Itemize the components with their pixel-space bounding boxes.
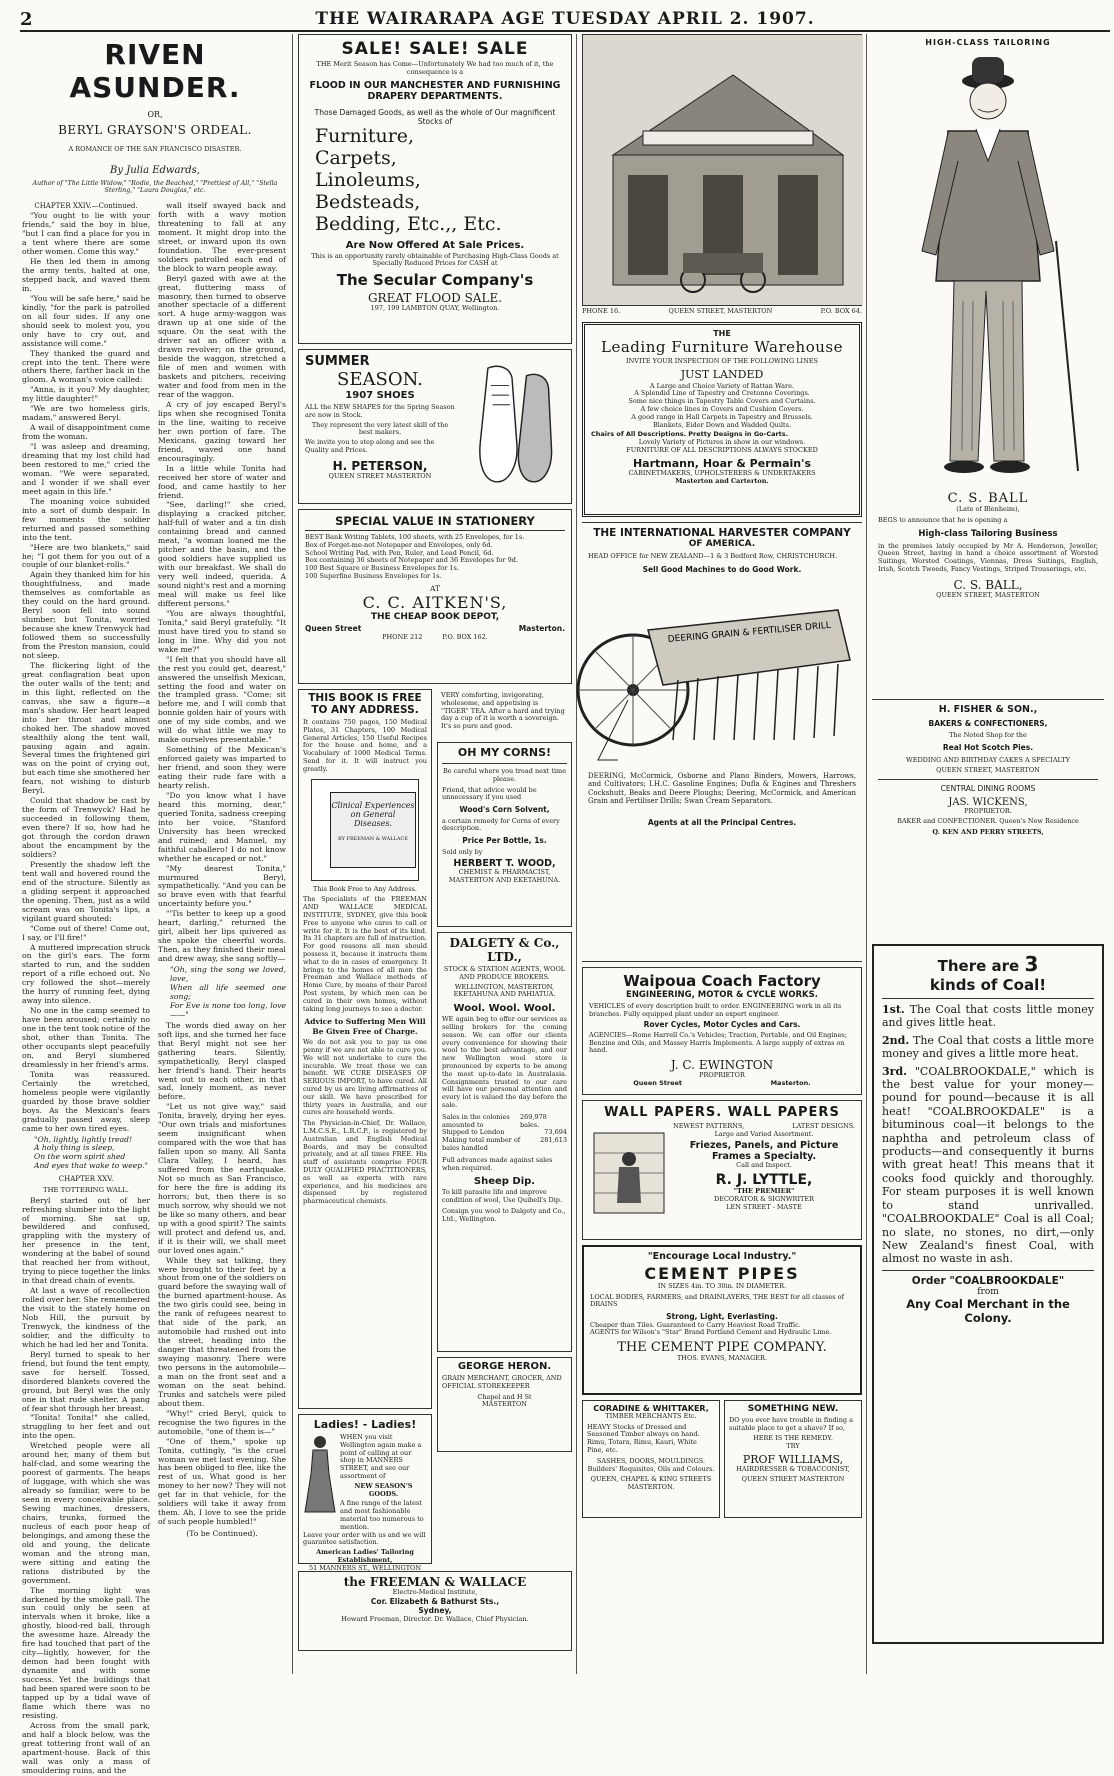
pipes-manager: THOS. EVANS, MANAGER. [676, 1354, 768, 1363]
fisher-pies: Real Hot Scotch Pies. [942, 743, 1034, 753]
stat-label: Making total number of bales handled [442, 1136, 521, 1152]
hartmann-towns: Masterton and Carterton. [675, 476, 769, 485]
lyttle-trade: DECORATOR & SIGNWRITER [714, 1194, 814, 1203]
book-body: The Specialists of the FREEMAN AND WALLACE MEDICAL INSTITUTE, SYDNEY, give this book Free to anyone who cares to call or write for it. It is the best of its kind. Its 31 chapters are full of instruction. For good reasons all men should possess it, because it instructs them what to do in cases of emergency. It brings to the homes of all men the Freeman and Wallace methods of Home Cure, by means of their Parcel Post system, by which men can be cured in their own homes, without taking long journeys to see a doctor. [303, 895, 427, 1013]
sale-item: Linoleums, [315, 169, 421, 192]
book-cover-illustration [311, 779, 419, 881]
harvester-heading: THE INTERNATIONAL HARVESTER COMPANY [593, 526, 851, 539]
corns-price: Price Per Bottle, 1s. [462, 836, 547, 846]
sale-item: Bedding, Etc.,, Etc. [315, 212, 502, 235]
stationery-item: School Writing Pad, with Pen, Ruler, and Lead Pencil, 6d. [305, 548, 494, 557]
warehouse-photo [582, 34, 862, 306]
verse-line: On the worn spirit shed [34, 1152, 126, 1162]
hartmann-item: A Splendid Line of Tapestry and Cretonne Coverings. [634, 389, 810, 398]
story-paragraph: A wail of disappointment came from the woman. [22, 423, 150, 442]
harvester-sell: Sell Good Machines to do Good Work. [642, 564, 802, 574]
story-paragraph: Beryl started out of her refreshing slumber into the light of morning. She sat up, bewildered and confused, grappling with the mystery of her presence in the tent, wondering at the babel of sound that reached her from without, trying to piece together the links in that dread chain of events. [22, 1195, 150, 1286]
story-paragraph: Something of the Mexican's enforced gaiety was imparted to her friend, and soon they were eating their rude fare with a hearty relish. [158, 745, 286, 790]
hartmann-list [591, 383, 853, 430]
ball-premises: in the premises lately occupied by Mr A. Henderson, Jeweller, Queen Street, having in hand a choice assortment of Worsted Suitings, Worsted Coatings, Viennas, Dress Suitings, English, Irish, Scotch Tweeds, Fancy Vestings, Striped Trouserings, etc. [878, 541, 1098, 573]
corns-heading: OH MY CORNS! [457, 746, 552, 759]
ball-sign: C. S. BALL, [953, 577, 1023, 592]
ladies-firm: American Ladies' Tailoring Establishment, [316, 1548, 414, 1564]
coradine-advertisement [582, 1400, 720, 1518]
story-paragraph: No one in the camp seemed to have been aroused; certainly no one in the tent took notice of the shot, other than Tonita. The other occupants slept peacefully on, and Beryl slumbered dreamlessly in her friend's arms. [22, 1006, 150, 1069]
advice-text: We do not ask you to pay us one penny if we are not able to cure you. We will not undertake to cure the incurable. We treat those we can benefit. WE CURE DISEASES OF SERIOUS IMPORT, to have cured. All cured by us are living affirmatives of our skill. We have prescribed for thirty years in Australia, and our cures are household words. [303, 1038, 427, 1117]
coradine-sub: TIMBER MERCHANTS Etc. [605, 1411, 697, 1420]
wallpapers-newest: NEWEST PATTERNS, [673, 1121, 745, 1130]
wallpapers-heading: WALL PAPERS. WALL PAPERS [604, 1104, 840, 1120]
freeman-city: Sydney, [418, 1606, 452, 1616]
aitken-name: C. C. AITKEN'S, [362, 593, 508, 613]
harvester-office: HEAD OFFICE for NEW ZEALAND—1 & 3 Bedford Row, CHRISTCHURCH. [588, 551, 838, 560]
stat-value: 73,694 [544, 1128, 567, 1137]
verse-line: A holy thing is sleep, [34, 1143, 115, 1153]
story-paragraph: "See, darling!" she cried, displaying a cracked pitcher, half-full of water and a tin dish containing bread and canned meat, "a woman loaned me the pitcher and the basin, and the good soldiers have supplied us with our breakfast. We shall do very well indeed, querida. A sound night's rest and a morning meal will make us feel like different persons." [158, 500, 286, 608]
hartmann-item: Blankets, Eider Down and Wadded Quilts. [652, 420, 792, 429]
freeman-address: Cor. Elizabeth & Bathurst Sts., [370, 1596, 500, 1606]
dip-text: To kill parasite life and improve condition of wool, Use Quibell's Dip. [442, 1188, 563, 1205]
williams-street: QUEEN STREET MASTERTON [741, 1474, 845, 1483]
book-text: It contains 750 pages, 150 Medical Plates, 31 Chapters, 100 Medical General Articles, 150 Useful Recipes for the house and home, and a Vocabulary of 1000 Medical Terms. Send for it. It will instruct you greatly. [303, 718, 427, 773]
column-two [298, 34, 572, 1674]
ball-name: C. S. BALL [947, 491, 1029, 506]
coal-heading-number: 3 [1024, 952, 1039, 976]
harvester-text: DEERING, McCormick, Osborne and Plano Binders, Mowers, Harrows, and Cultivators; I.H.C. Gasoline Engines; Dufla & Engines and Threshers Cockshutt, Beaks and Deere Ploughs; Deering, McCormick, and American Grain and Fertiliser Drills; Swan Cream Separators. [588, 771, 856, 806]
sale-item: Carpets, [315, 147, 397, 170]
story-paragraph: Could that shadow be cast by the form of Trenwyck? Had he succeeded in following them, even there? If so, how had he got through the cordon drawn about the encampment by the soldiers? [22, 796, 150, 859]
freeman-wallace-advertisement [298, 1571, 572, 1651]
sale-flood-sale: GREAT FLOOD SALE. [367, 291, 503, 306]
dalgety-advertisement [437, 932, 572, 1352]
fisher-advertisement [872, 699, 1104, 939]
story-column-1 [22, 202, 150, 1775]
gentleman-illustration [878, 51, 1098, 491]
coach-factory-advertisement [582, 967, 862, 1095]
wallpapers-call: Call and Inspect. [736, 1161, 792, 1170]
hartmann-name: Hartmann, Hoar & Permain's [632, 456, 812, 470]
tailoring-advertisement [872, 34, 1104, 694]
story-paragraph: "We are two homeless girls, madam," answered Beryl. [22, 404, 150, 423]
dalgety-text: WE again beg to offer our services as selling brokers for the coming season. We can offer our clients every convenience for showing their wool to the best advantage, and our new Wellington wool store is pronounced by experts to be among the most up-to-date in Australasia. Consignments trusted to our care will have our personal attention and every lot is valued the day before the sale. [442, 1015, 567, 1109]
column-three [582, 34, 862, 1674]
story-paragraph: Again they thanked him for his thoughtfulness, and made themselves as comfortable as they could on the hard ground. Beryl soon fell into sound slumber; but Tonita, worried because she knew Trenwyck had followed them so successfully from the Preston mansion, could not sleep. [22, 570, 150, 660]
sale-offer: Are Now Offered At Sale Prices. [345, 239, 525, 251]
chapter-title: THE TOTTERING WALL. [43, 1185, 129, 1194]
stationery-list [305, 534, 565, 581]
story-paragraph: In a little while Tonita had received her store of water and food, and came hastily to her friend. [158, 463, 286, 500]
stationery-item: 100 Superfine Business Envelopes for 1s. [305, 571, 442, 580]
summer-label: SUMMER [305, 354, 370, 369]
wood-name: HERBERT T. WOOD, [453, 858, 556, 870]
story-paragraph: A cry of joy escaped Beryl's lips when she recognised Tonita in the line, waiting to receive her own portion of fare. The Mexicans, gazing toward her friend, waved one hand encouragingly. [158, 399, 286, 463]
heron-town: MASTERTON [481, 1400, 527, 1409]
fisher-heading: H. FISHER & SON., [938, 704, 1038, 715]
shoes-year: 1907 SHOES [345, 390, 415, 401]
lyttle-name: R. J. LYTTLE, [715, 1172, 813, 1189]
story-paragraph: The morning light was darkened by the smoke pall. The sun could only be seen at intervals when it broke, like a ghostly, blood-red ball, through the awesome haze. Already the fire had touched that part of the city—lightly, however, for the demon had been fought with dynamite and with some success. Yet the buildings that had been spared were soon to be tapped up by a tidal wave of flame which there was no resisting. [22, 1585, 150, 1720]
sale-items [305, 126, 565, 235]
wallpapers-advertisement [582, 1100, 862, 1240]
stat-value: 281,613 [540, 1136, 567, 1145]
hartmann-item: A few choice lines in Covers and Cushion Covers. [640, 404, 804, 413]
pipes-heading: CEMENT PIPES [644, 1263, 800, 1283]
stationery-advertisement [298, 509, 572, 684]
pipes-sizes: IN SIZES 4in. TO 30in. IN DIAMETER. [657, 1281, 787, 1290]
coal-item-text: The Coal that costs little money and gives little heat. [882, 1003, 1094, 1030]
story-paragraph: "You ought to lie with your friends," said the boy in blue, "but I can find a place for you in a tent where there are some other women. Come this way." [22, 211, 150, 257]
coal-item-number: 2nd. [882, 1033, 910, 1047]
hartmann-landed: JUST LANDED [680, 367, 764, 381]
aitken-phone: PHONE 212 [382, 632, 423, 641]
lyttle-premier: "THE PREMIER" [733, 1187, 795, 1196]
story-tagline: A ROMANCE OF THE SAN FRANCISCO DISASTER. [68, 145, 242, 153]
book-caption: This Book Free to Any Address. [313, 884, 417, 893]
story-paragraph: "'Tis better to keep up a good heart, darling," returned the girl, albeit her lips quivered as she spoke the cheerful words. Then, as they finished their meal and drew away, she sang softly— [158, 909, 286, 964]
something-heading: SOMETHING NEW. [747, 1403, 839, 1414]
williams-trade: HAIRDRESSER & TOBACCONIST, [736, 1464, 850, 1473]
corns-sold: Sold only by [442, 847, 483, 856]
lyttle-street: LEN STREET - MASTE [726, 1202, 802, 1211]
hartmann-item: A Large and Choice Variety of Rattan Ware. [649, 381, 795, 390]
coradine-text: HEAVY Stocks of Dressed and Seasoned Timber always on hand. Rimu, Totara, Rimu, Kauri, White Pine, etc. [587, 1422, 700, 1454]
verse-line: For Eve is none too long, love——" [170, 1000, 286, 1019]
dalgety-towns: WELLINGTON, MASTERTON, EKETAHUNA AND PAHIATUA. [453, 982, 556, 999]
dalgety-heading: DALGETY & Co., LTD., [449, 936, 560, 964]
wickens-corner: Q. KEN AND PERRY STREETS, [932, 828, 1044, 837]
coal-item-number: 3rd. [882, 1064, 907, 1078]
shoes-advertisement [298, 349, 572, 504]
coach-agencies: AGENCIES—Rome Harrell Co.'s Vehicles; Traction, Portable, and Oil Engines; Benzine and Oils, and Massey Harris Implements. A large supply of extras on hand. [589, 1030, 847, 1055]
story-paragraph: Presently the shadow left the tent wall and hovered round the end of the structure. Silently as a gliding serpent it approached the opening. Then, just as a wild scream was on Tonita's lips, a vigilant guard shouted: [22, 859, 150, 923]
ewington-name: J. C. EWINGTON [670, 1058, 774, 1073]
wood-role: CHEMIST & PHARMACIST, [458, 868, 551, 877]
ladies-text: WHEN you visit Wellington again make a point of calling at our shop in MANNERS STREET, and see our assortment of [340, 1433, 422, 1480]
stationery-item: Box containing 36 sheets of Notepaper and 36 Envelopes for 9d. [305, 556, 518, 565]
sale-advertisement [298, 34, 572, 344]
hartmann-heading: Leading Furniture Warehouse [601, 337, 843, 356]
wood-towns: MASTERTON AND EKETAHUNA. [448, 876, 561, 885]
story-paragraph: A muttered imprecation struck on the girl's ears. The form started to run, and the sudden report of a rifle echoed out. No cry followed the shot—merely the hurry of running feet, dying away into silence. [22, 942, 150, 1006]
sale-damaged: Those Damaged Goods, as well as the whole of Our magnificent Stocks of [314, 107, 556, 126]
coach-text: VEHICLES of every description built to order. ENGINEERING work in all its branches. Fully equipped plant under an expert engineer. [589, 1001, 842, 1018]
physician-text: The Physician-in-Chief, Dr. Wallace, L.M.C.S.E., L.R.C.P., is registered by Australian and English Medical Boards, and may be consulted privately, and at all times FREE. His staff of assistants comprise FOUR DULY QUALIFIED PRACTITIONERS, as well as experts with rare experience, and his medicines are dispensed by registered pharmaceutical chemists. [303, 1119, 427, 1206]
ewington-street: Queen Street [633, 1078, 683, 1087]
story-paragraph: "You will be safe here," said he kindly, "for the park is patrolled on all four sides. If any one should seek to molest you, you only have to cry out, and assistance will come." [22, 293, 150, 348]
story-paragraph: "Here are two blankets," said he; "I got them for you out of a couple of our blanket-rolls." [22, 542, 150, 570]
aitken-po: P.O. BOX 162. [442, 632, 488, 641]
ladies-text-3: Leave your order with us and we will guarantee satisfaction. [303, 1530, 426, 1547]
aitken-town: Masterton. [518, 624, 565, 634]
story-paragraph: "Let us not give way," said Tonita, bravely, drying her eyes. "Our own trials and misfortunes seem insignificant when compared with the woe that has fallen upon so many. All Santa Clara Valley, I heard, has suffered from the earthquake. Not so much as San Francisco, for here the fire is adding its horrors; but, then there is so much sorrow, why should we not be like so many others, and bear up with a good spirit? The saints will protect and defend us, and, if it is their will, we shall meet our loved ones again." [158, 1102, 286, 1255]
ladies-advertisement [298, 1414, 432, 1572]
coach-repaired: Rover Cycles, Motor Cycles and Cars. [643, 1020, 801, 1030]
sale-item: Bedsteads, [315, 190, 421, 213]
pipes-encourage: "Encourage Local Industry." [647, 1250, 797, 1262]
sheep-dip-heading: Sheep Dip. [473, 1176, 536, 1188]
sale-opportunity: This is an opportunity rarely obtainable of Purchasing High-Class Goods at Specially Reduced Prices for CASH at [311, 251, 559, 268]
story-paragraph: "I was asleep and dreaming, dreaming that my lost child had been restored to me," cried the woman. "We were separated, and I wonder if we shall ever meet again in this life." [22, 442, 150, 496]
ladies-address: 51 MANNERS ST., WELLINGTON [308, 1563, 422, 1572]
coal-from: from [977, 1286, 999, 1297]
shoe-illustration [459, 354, 565, 499]
shoes-text-3: We invite you to step along and see the Quality and Prices. [305, 438, 435, 454]
heron-street: Chapel and H St [477, 1392, 532, 1401]
shoes-text: ALL the NEW SHAPES for the Spring Season are now in Stock. [305, 403, 455, 419]
story-paragraph: While they sat talking, they were brought to their feet by a shout from one of the soldiers on guard before the swaying wall of the burned apartment-house. As the two girls could see, being in the rank of refugees nearest to that side of the park, an automobile had rushed out into the street, heading into the danger that threatened from the swaying masonry. There were two persons in the automobile—a man on the front seat and a woman on the seat behind. Trunks and satchels were piled about them. [158, 1255, 286, 1408]
coal-item [882, 1034, 1094, 1061]
story-paragraph: Tonita was reassured. Certainly the wretched, homeless people were vigilantly guarded by those brave soldier boys. As the Mexican's fears gradually passed away, sleep came to her own tired eyes. [22, 1069, 150, 1133]
stat-label: Shipped to London [442, 1128, 505, 1137]
ladies-text-2: A fine range of the latest and most fashionable material too numerous to mention. [340, 1499, 424, 1531]
dalgety-advances: Full advances made against sales when required. [442, 1155, 553, 1172]
fisher-cakes: WEDDING AND BIRTHDAY CAKES A SPECIALTY [906, 755, 1070, 764]
coradine-list: SASHES, DOORS, MOULDINGS. Builders' Requisites, Oils and Colours. [587, 1456, 715, 1473]
lady-figure-illustration [303, 1434, 337, 1532]
story-paragraph: "Come out of there! Come out, I say, or I'll fire!" [22, 923, 150, 942]
chapter-heading: CHAPTER XXIV.—Continued. [34, 202, 138, 210]
freeman-sub: Electro-Medical Institute, [392, 1588, 478, 1596]
story-author-note: Author of "The Little Widow," "Rodie, the Beached," "Prettiest of All," "Stella Sterling," "Laura Douglas," etc. [32, 180, 278, 194]
photo-caption-street: QUEEN STREET, MASTERTON [668, 307, 773, 315]
wickens-baker: BAKER and CONFECTIONER. Queen's New Residence [897, 817, 1079, 826]
coal-list [882, 1003, 1094, 1266]
consign-text: Consign you wool to Dalgety and Co., Ltd., Wellington. [442, 1206, 566, 1223]
corns-product: Wood's Corn Solvent, [459, 805, 550, 815]
sale-address: 197, 199 LAMBTON QUAY, Wellington. [370, 304, 500, 313]
story-paragraph: At last a wave of recollection rolled over her. She remembered the visit to the stately home on Nob Hill, the pursuit by Trenwyck, the kindness of the soldier, and the difficulty to which he had led her and Tonita. [22, 1286, 150, 1349]
tailoring-top: HIGH-CLASS TAILORING [925, 38, 1051, 47]
stat-value: 269,978 bales. [519, 1112, 547, 1129]
story-byline: By Julia Edwards, [110, 165, 200, 176]
free-book-advertisement [298, 689, 432, 1409]
aitken-sub: THE CHEAP BOOK DEPOT, [370, 612, 500, 623]
coradine-town: MASTERTON. [627, 1483, 675, 1492]
verse-line: "Oh, lightly, lightly tread! [34, 1134, 133, 1144]
hartmann-advertisement [582, 322, 862, 517]
hartmann-chairs: Chairs of All Descriptions. Pretty Designs in Go-Carts. [591, 430, 789, 439]
book-heading: THIS BOOK IS FREE TO ANY ADDRESS. [308, 692, 422, 716]
heron-text: GRAIN MERCHANT, GROCER, AND OFFICIAL STOREKEEPER [442, 1374, 562, 1390]
pipes-local: LOCAL BODIES, FARMERS, and DRAINLAYERS, THE BEST for all classes of DRAINS [590, 1292, 844, 1309]
to-be-continued: (To be Continued). [186, 1529, 258, 1539]
fisher-street: QUEEN STREET, MASTERTON [936, 766, 1040, 775]
story-column-2 [158, 202, 286, 1682]
story-paragraph: Across from the small park, and half a block below, was the great tottering front wall of an apartment-house. Back of this wall was only a mass of smouldering ruins, and the [22, 1720, 150, 1775]
story-paragraph: "My dearest Tonita," murmured Beryl, sympathetically. "And you can be so brave even with that fearful uncertainty before you." [158, 863, 286, 909]
coal-heading-1: There are [937, 957, 1020, 975]
tiger-tea-advertisement [437, 689, 572, 737]
chapter-heading: CHAPTER XXV. [58, 1175, 114, 1184]
stat-label: Sales in the colonies amounted to [442, 1112, 510, 1129]
harvester-of: OF AMERICA. [688, 538, 756, 549]
serial-story [22, 34, 288, 1775]
column-four [872, 34, 1104, 1674]
coal-item [882, 1003, 1094, 1030]
fisher-bakers: BAKERS & CONFECTIONERS, [928, 719, 1048, 728]
book-cover-publisher: BY FREEMAN & WALLACE [338, 835, 408, 842]
masthead [20, 8, 1110, 32]
pipes-strong: Strong, Light, Everlasting. [666, 1312, 778, 1322]
story-paragraph: Beryl turned to speak to her friend, but found the tent empty, save for herself. Tossed, disordered blankets covered the ground, but Beryl was the only one in that rude shelter. A pang of fear shot through her breast. [22, 1349, 150, 1413]
dining-rooms: CENTRAL DINING ROOMS [940, 784, 1036, 794]
story-paragraph: wall itself swayed back and forth with a wavy motion threatening to fall at any moment. It might drop into the street, or inward upon its own foundation. The ever-present soldiers patrolled each end of the block to warn people away. [158, 201, 286, 273]
dalgety-wool: Wool. Wool. Wool. [453, 1003, 556, 1015]
season-label: SEASON. [337, 369, 423, 390]
coal-merchant: Any Coal Merchant in the Colony. [906, 1296, 1070, 1325]
book-cover-title: Clinical Experiences on General Diseases. [331, 800, 415, 828]
corns-text-3: a certain remedy for Corns of every description. [442, 816, 560, 833]
story-paragraph: "I felt that you should have all the rest you could get, dearest," answered the unselfish Mexican, setting the food and water on the trampled grass. "Come; sit before me, and I will comb that bonnie golden hair of yours with one of my side combs, and we will do what little we may to make ourselves presentable." [158, 654, 286, 745]
hartmann-furniture: FURNITURE OF ALL DESCRIPTIONS ALWAYS STOCKED [626, 445, 818, 454]
something-here: HERE IS THE REMEDY. [753, 1434, 833, 1443]
story-paragraph: Beryl gazed with awe at the great, fluttering mass of masonry, then turned to observe another spectacle of a different sort. A huge army-waggon was drawn up at one side of the square. On the seat with the driver sat an officer with a drawn revolver; on the ground, beside the waggon, stretched a file of men and women with baskets and pitchers, receiving water and food from men in the rear of the waggon. [158, 273, 286, 400]
dalgety-sub: STOCK & STATION AGENTS, WOOL AND PRODUCE BROKERS. [443, 965, 566, 981]
stationery-item: Box of Forget-me-not Notepaper and Envelopes, only 6d. [305, 540, 493, 549]
hartmann-item: A good range in Hall Carpets in Tapestry and Brussels. [631, 412, 813, 421]
verse-line: "Oh, sing the song we loved, love, [170, 965, 286, 984]
verse-line: When all life seemed one song; [170, 982, 286, 1001]
pipes-cheaper: Cheaper than Tiles. Guaranteed to Carry Heaviest Road Traffic. [590, 1320, 801, 1329]
shoes-text-2: They represent the very latest skill of the best makers. [311, 420, 449, 437]
tiger-text: VERY comforting, invigorating, wholesome, and appetising is "TIGER" TEA. After a hard and trying day a cup of it is worth a sovereign. It's so pure and good. [441, 691, 565, 731]
something-try: TRY [786, 1442, 800, 1451]
corns-advertisement [437, 742, 572, 927]
verse-line: And eyes that wake to weep." [34, 1161, 149, 1171]
coal-heading-2: kinds of Coal! [929, 976, 1047, 994]
sale-flood: FLOOD IN OUR MANCHESTER AND FURNISHING DRAPERY DEPARTMENTS. [309, 79, 561, 102]
story-title: RIVEN ASUNDER. [69, 38, 241, 104]
ewington-prop: PROPRIETOR [699, 1071, 745, 1080]
stationery-item: 100 Best Square or Business Envelopes for 1s. [305, 564, 459, 573]
story-paragraph: "Do you know what I have heard this morning, dear," queried Tonita, sadness creeping into her voice, "Stanford University has been wrecked and ruined; and Manuel, my faithful caballero! I do not know whether he escaped or not." [158, 790, 286, 863]
freeman-title: the FREEMAN & WALLACE [343, 1575, 527, 1589]
sale-item: Furniture, [315, 125, 415, 148]
fisher-noted: The Noted Shop for the [949, 731, 1027, 740]
sale-company: The Secular Company's [336, 271, 534, 290]
ball-begs: BEGS to announce that he is opening a [878, 515, 1008, 524]
coach-heading: Waipoua Coach Factory [623, 971, 821, 990]
story-paragraph: They thanked the guard and crept into the tent. There were others there, farther back in the gloom. A woman's voice called: [22, 348, 150, 385]
coradine-street: QUEEN, CHAPEL & KING STREETS [590, 1475, 712, 1484]
heron-name: GEORGE HERON. [457, 1361, 552, 1372]
story-or: OR, [147, 110, 163, 119]
ball-business: High-class Tailoring Business [918, 528, 1058, 539]
wickens-name: JAS. WICKENS, [948, 796, 1028, 808]
peterson-name: H. PETERSON, [332, 458, 428, 473]
peterson-street: QUEEN STREET MASTERTON [328, 471, 432, 480]
heron-advertisement [437, 1357, 572, 1452]
coal-item-text: "COALBROOKDALE," which is the best value for your money—pound for pound—because it is all heat! "COALBROOKDALE" is a bituminous coal—it belongs to the naphtha and petroleum class of products—and consequently it burns with great heat! This means that it cooks food quickly and thoroughly. For steam purposes it is well known to stand unrivalled. "COALBROOKDALE" Coal is all Coal; no slate, no stones, no dirt,—only New Zealand's finest Coal, with almost no waste in ash. [882, 1064, 1094, 1266]
story-paragraph: "You are always thoughtful, Tonita," said Beryl gratefully. "It must have tired you to stand so long in line. Why did you not wake me?" [158, 608, 286, 654]
story-paragraph: The moaning voice subsided into a sort of dumb despair. In few moments the soldier returned and passed something into the tent. [22, 496, 150, 542]
story-paragraph: "Anna, is it you? My daughter, my little daughter!" [22, 385, 150, 404]
williams-name: PROF WILLIAMS, [742, 1452, 844, 1466]
ladies-heading: Ladies! - Ladies! [313, 1418, 417, 1431]
coradine-heading: CORADINE & WHITTAKER, [593, 1403, 709, 1413]
coal-item-number: 1st. [882, 1003, 905, 1016]
story-paragraph: The flickering light of the great conflagration beat upon the outer walls of the tent; and in this light, reflected on the canvas, she saw a figure—a man's shadow. Her heart leaped into her throat and almost choked her. The shadow moved stealthily along the tent wall, pausing again and again. Several times the frightened girl was on the point of crying out, but each time she smothered her fears, not wishing to disturb Beryl. [22, 660, 150, 796]
stationery-item: BEST Bank Writing Tablets, 100 sheets, with 25 Envelopes, for 1s. [305, 533, 525, 541]
sale-intro: THE Merit Season has Come—Unfortunately We had too much of it, the consequence is a [316, 60, 554, 76]
story-subtitle: BERYL GRAYSON'S ORDEAL. [58, 123, 252, 137]
coal-order: Order "COALBROOKDALE" [911, 1274, 1065, 1287]
ball-street: QUEEN STREET, MASTERTON [936, 590, 1040, 599]
hartmann-trades: CABINETMAKERS, UPHOLSTERERS & UNDERTAKERS [628, 468, 816, 477]
pipes-agents: AGENTS for Wilson's "Star" Brand Portland Cement and Hydraulic Lime. [590, 1328, 832, 1337]
paperhanger-illustration [589, 1123, 669, 1222]
something-text: DO you ever have trouble in finding a suitable place to get a shave? If so, [729, 1415, 853, 1432]
ball-late: (Late of Blenheim), [956, 505, 1020, 513]
harvester-advertisement [582, 522, 862, 962]
coal-item [882, 1065, 1094, 1266]
freeman-staff: Howard Freeman, Director. Dr. Wallace, Chief Physician. [341, 1614, 529, 1623]
coal-item-text: The Coal that costs a little more money and gives a little more heat. [882, 1033, 1094, 1061]
hartmann-invite: INVITE YOUR INSPECTION OF THE FOLLOWING LINES [626, 356, 818, 365]
story-paragraph: "One of them," spoke up Tonita, cuttingly, "is the cruel woman we met last evening. She has been obliged to flee, like the rest of us. What good is her money to her now? They will not get far in that vehicle, for the soldiers will take it away from them. Ah, I love to see the pride of such people humbled!" [158, 1436, 286, 1527]
story-paragraph: "Why!" cried Beryl, quick to recognise the two figures in the automobile, "one of them is—" [158, 1408, 286, 1436]
wallpapers-large: Large and Varied Assortment. [714, 1129, 814, 1138]
story-paragraph: The words died away on her soft lips, and she turned her face that Beryl might not see her gathering tears. Silently, sympathetically, Beryl clasped her friend's hand. Their hearts went out to each other, in that sad, lonely moment, as never before. [158, 1020, 286, 1102]
story-paragraph: Wretched people were all around her, many of them but half-clad, and some wearing the poorest of garments. The heaps of luggage, with which she was already so familiar, were to be seen in every conceivable place. Sewing machines, dressers, chairs, trunks, formed the nucleus of each poor heap of belongings, and among these the old and young, the delicate woman and the strong man, were sitting and eating the rations distributed by the government. [22, 1441, 150, 1585]
stationery-heading: SPECIAL VALUE IN STATIONERY [305, 514, 565, 531]
page-number: 2 [20, 8, 33, 30]
cement-pipes-advertisement [582, 1245, 862, 1395]
grain-drill-label: DEERING GRAIN & FERTILISER DRILL [667, 620, 832, 645]
something-new-advertisement [724, 1400, 862, 1518]
photo-caption-po: P.O. BOX 64. [820, 307, 862, 315]
wallpapers-latest: LATEST DESIGNS. [792, 1121, 855, 1130]
ewington-town: Masterton. [770, 1078, 811, 1087]
ladies-season: NEW SEASON'S GOODS. [354, 1481, 413, 1498]
corns-text-2: Friend, that advice would be unnecessary if you used [442, 785, 537, 802]
harvester-agents: Agents at all the Principal Centres. [647, 817, 797, 827]
hartmann-lovely: Lovely Variety of Pictures in show in our windows. [638, 438, 806, 447]
hartmann-the: THE [713, 328, 731, 338]
coal-advertisement [872, 944, 1104, 1644]
photo-caption-phone: PHONE 16. [582, 307, 621, 315]
corns-text-1: Be careful where you tread next time please. [442, 767, 567, 783]
pipes-company: THE CEMENT PIPE COMPANY. [617, 1340, 827, 1356]
grain-drill-illustration [588, 580, 856, 770]
stationery-at: AT [429, 583, 440, 593]
advice-heading: Advice to Suffering Men Will Be Given Free of Charge. [304, 1017, 426, 1036]
newspaper-title: THE WAIRARAPA AGE TUESDAY APRIL 2. 1907. [315, 9, 815, 29]
aitken-street: Queen Street [305, 624, 362, 634]
coach-sub: ENGINEERING, MOTOR & CYCLE WORKS. [626, 989, 818, 1000]
sale-heading: SALE! SALE! SALE [341, 39, 529, 59]
story-paragraph: He then led them in among the army tents, halted at one, stepped back, and waved them in. [22, 257, 150, 293]
hartmann-item: Some nice things in Tapestry Table Covers and Curtains. [628, 397, 816, 406]
story-paragraph: "Tonita! Tonita!" she called, struggling to her feet and out into the open. [22, 1413, 150, 1441]
wickens-prop: PROPRIETOR. [964, 806, 1012, 815]
wallpapers-friezes: Friezes, Panels, and Picture Frames a Specialty. [689, 1140, 839, 1163]
